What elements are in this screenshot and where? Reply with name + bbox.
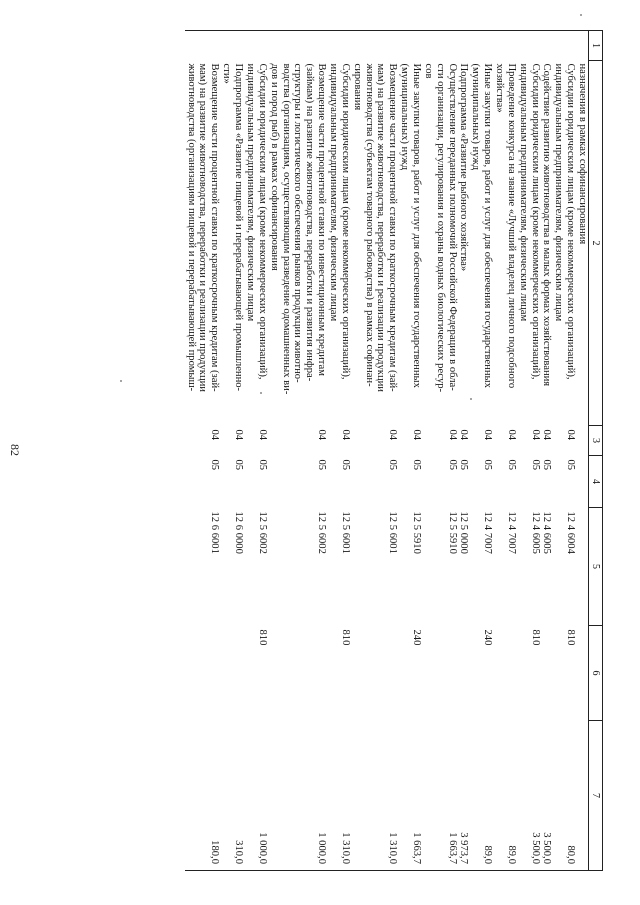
cell-amount [268,721,327,871]
table-row [576,31,588,871]
cell-col3 [576,426,588,456]
cell-description-line: сирования [351,63,363,111]
table-row [185,31,221,871]
table-row [552,31,576,871]
cell-amount-line: 1 310,0 [339,832,351,864]
cell-col5-line: 12 5 5910 [446,511,458,554]
cell-description-line: индивидуальным предпринимателям, физическим лицам [553,63,565,322]
cell-description-line: животноводства (субъектам товарного рыбоводства) в рамках софинан- [363,63,375,387]
scan-speck [470,398,472,400]
cell-amount [493,721,517,871]
cell-col3 [351,426,398,456]
cell-col5-line: 12 5 6001 [387,511,399,554]
cell-col4 [552,456,576,508]
cell-amount-line: 80,0 [565,845,577,864]
cell-col5 [351,508,398,626]
table-row [327,31,351,871]
cell-col6 [185,626,221,721]
cell-description-line: структуры и логистического обеспечения рынков продукции животно- [292,63,304,383]
cell-col1 [458,31,470,61]
cell-col6 [517,626,541,721]
table-row [458,31,470,871]
cell-description-line: сов [422,63,434,79]
cell-description [517,61,541,426]
cell-col5 [327,508,351,626]
cell-description-line: дов и пород рыб) в рамках софинансирования [268,63,280,271]
column-header: 6 [589,626,603,721]
cell-col1 [220,31,244,61]
table-row [493,31,517,871]
cell-amount-line: 3 973,7 [458,832,470,864]
cell-col3-line: 04 [446,429,458,441]
cell-col3-line: 04 [256,429,268,441]
cell-col6 [220,626,244,721]
cell-col4-line: 05 [541,459,553,471]
cell-col5-line: 12 4 7007 [505,511,517,554]
cell-col4 [493,456,517,508]
cell-col5-line: 12 5 5910 [410,511,422,554]
cell-col3-line: 04 [339,429,351,441]
column-header: 4 [589,456,603,508]
cell-col5 [469,508,493,626]
cell-description [185,61,221,426]
table-row [422,31,458,871]
cell-col6-line: 810 [339,629,351,646]
scan-speck [580,14,582,16]
cell-col3-line: 04 [529,429,541,441]
cell-amount-line: 3 500,0 [541,832,553,864]
budget-table [185,30,603,871]
cell-col5 [220,508,244,626]
cell-description-line: сти» [221,63,233,84]
cell-col3-line: 04 [209,429,221,441]
cell-col5 [458,508,470,626]
cell-amount [244,721,268,871]
table-row [398,31,422,871]
cell-col4 [517,456,541,508]
cell-description [422,61,458,426]
cell-col3-line: 04 [482,429,494,441]
cell-col5 [517,508,541,626]
cell-description-line: Субсидии юридическим лицам (кроме некоммерческих организаций), [565,63,577,380]
cell-col4-line: 05 [339,459,351,471]
cell-col3-line: 04 [541,429,553,441]
cell-amount [552,721,576,871]
cell-amount [422,721,458,871]
cell-col5 [422,508,458,626]
cell-description-line: (муниципальных) нужд [470,63,482,171]
cell-col6-line: 810 [256,629,268,646]
cell-col5 [244,508,268,626]
cell-col6-line: 810 [565,629,577,646]
cell-col6-line: 240 [482,629,494,646]
cell-col6 [422,626,458,721]
cell-description-line: индивидуальным предпринимателям, физическим лицам [327,63,339,322]
cell-col5-line: 12 4 7007 [482,511,494,554]
cell-description-line: Субсидии юридическим лицам (кроме некоммерческих организаций), [529,63,541,380]
cell-description [576,61,588,426]
cell-description-line: Иные закупки товаров, работ и услуг для обеспечения государственных [410,63,422,388]
cell-description-line: Возмещение части процентной ставки по инвестиционным кредитам [316,63,328,376]
cell-amount [185,721,221,871]
cell-col3 [469,426,493,456]
cell-description-line: Субсидии юридическим лицам (кроме некоммерческих организаций), [339,63,351,380]
page-number: 82 [8,444,22,456]
cell-col6 [398,626,422,721]
cell-description-line: (муниципальных) нужд [399,63,411,171]
cell-col4-line: 05 [316,459,328,471]
cell-col1 [244,31,268,61]
cell-col3-line: 04 [233,429,245,441]
cell-amount-line: 1 663,7 [410,832,422,864]
cell-col5-line: 12 6 6001 [209,511,221,554]
cell-col4 [220,456,244,508]
table-row [220,31,244,871]
table-row [517,31,541,871]
cell-col4-line: 05 [387,459,399,471]
cell-col5 [552,508,576,626]
cell-description-line: Иные закупки товаров, работ и услуг для обеспечения государственных [482,63,494,388]
cell-col3 [458,426,470,456]
cell-col4 [576,456,588,508]
cell-description-line: (займам) на развитие животноводства, переработки и развития инфра- [304,63,316,382]
cell-col1 [268,31,327,61]
cell-col4 [469,456,493,508]
cell-col1 [469,31,493,61]
cell-description-line: Подпрограмма «Развитие пищевой и перерабатывающей промышленно- [233,63,245,392]
cell-col1 [576,31,588,61]
cell-description-line: водства (организациям, осуществляющим разведение одомашненных ви- [280,63,292,395]
cell-description [220,61,244,426]
cell-amount-line: 1 000,0 [256,832,268,864]
scan-speck [120,380,122,382]
cell-col3-line: 04 [410,429,422,441]
cell-col1 [541,31,553,61]
cell-col5 [268,508,327,626]
cell-col6 [351,626,398,721]
cell-description-line: индивидуальным предпринимателям, физическим лицам [244,63,256,322]
cell-col5 [185,508,221,626]
cell-col3 [268,426,327,456]
cell-col4-line: 05 [233,459,245,471]
cell-col4 [458,456,470,508]
cell-col6 [458,626,470,721]
cell-col3 [327,426,351,456]
cell-description-line: Осуществление переданных полномочий Российской Федерации в обла- [446,63,458,391]
cell-description [351,61,398,426]
cell-col4-line: 05 [458,459,470,471]
cell-col4 [351,456,398,508]
cell-description [327,61,351,426]
cell-amount-line: 1 000,0 [316,832,328,864]
cell-description-line: Возмещение части процентной ставки по краткосрочным кредитам (зай- [209,63,221,392]
cell-amount-line: 3 500,0 [529,832,541,864]
cell-description-line: индивидуальным предпринимателям, физическим лицам [517,63,529,322]
table-row [268,31,327,871]
cell-description-line: хозяйства» [493,63,505,113]
cell-col5 [398,508,422,626]
cell-description [493,61,517,426]
cell-amount [541,721,553,871]
cell-description [458,61,470,426]
cell-col1 [185,31,221,61]
cell-col5-line: 12 6 0000 [233,511,245,554]
cell-col4 [398,456,422,508]
cell-col4-line: 05 [529,459,541,471]
cell-col5 [493,508,517,626]
cell-col5 [576,508,588,626]
cell-col5-line: 12 4 6004 [565,511,577,554]
cell-col5-line: 12 5 6002 [256,511,268,554]
cell-col3 [517,426,541,456]
cell-description [469,61,493,426]
cell-col1 [327,31,351,61]
cell-col4-line: 05 [410,459,422,471]
cell-col6 [327,626,351,721]
cell-description-line: Содействие развитию животноводства в малых формах хозяйствования [541,63,553,387]
cell-col6 [268,626,327,721]
cell-col4-line: 05 [209,459,221,471]
cell-col3 [541,426,553,456]
cell-col6 [469,626,493,721]
cell-col4 [185,456,221,508]
cell-description [552,61,576,426]
cell-amount [517,721,541,871]
cell-col4 [244,456,268,508]
cell-col4-line: 05 [565,459,577,471]
cell-description [541,61,553,426]
cell-col1 [493,31,517,61]
cell-col5-line: 12 5 6001 [339,511,351,554]
cell-col6 [244,626,268,721]
cell-description-line: сти организации, регулирования и охраны водных биологических ресур- [434,63,446,393]
cell-col3-line: 04 [316,429,328,441]
column-header: 1 [589,31,603,61]
table-row [541,31,553,871]
cell-col5 [541,508,553,626]
cell-amount [398,721,422,871]
cell-col3-line: 04 [387,429,399,441]
cell-amount-line: 180,0 [209,840,221,864]
cell-amount-line: 89,0 [482,845,494,864]
cell-col4 [327,456,351,508]
cell-col6 [552,626,576,721]
cell-amount [351,721,398,871]
cell-col4-line: 05 [482,459,494,471]
cell-col1 [398,31,422,61]
cell-description-line: мам) на развитие животноводства, переработки и реализации продукции [375,63,387,392]
cell-col1 [517,31,541,61]
cell-amount-line: 89,0 [505,845,517,864]
cell-col1 [422,31,458,61]
cell-description-line: Подпрограмма «Развитие рыбного хозяйства» [458,63,470,272]
cell-col1 [351,31,398,61]
cell-col3-line: 04 [505,429,517,441]
cell-description-line: назначения в рамках софинансирования [577,63,588,245]
cell-amount-line: 1 310,0 [387,832,399,864]
cell-col6 [541,626,553,721]
cell-col1 [552,31,576,61]
cell-amount-line: 1 663,7 [446,832,458,864]
column-header: 2 [589,61,603,426]
cell-col5-line: 12 5 0000 [458,511,470,554]
cell-description-line: мам) на развитие животноводства, переработки и реализации продукции [197,63,209,392]
cell-col6 [576,626,588,721]
cell-col3 [220,426,244,456]
cell-col6-line: 240 [410,629,422,646]
cell-col4 [268,456,327,508]
cell-amount [576,721,588,871]
cell-col6 [493,626,517,721]
budget-table-sheet [95,30,603,870]
table-row [469,31,493,871]
table-row [351,31,398,871]
cell-col5-line: 12 4 6005 [541,511,553,554]
column-header: 3 [589,426,603,456]
cell-col6-line: 810 [529,629,541,646]
cell-description-line: Возмещение части процентной ставки по краткосрочным кредитам (зай- [387,63,399,392]
cell-amount [458,721,470,871]
cell-col5-line: 12 4 6005 [529,511,541,554]
cell-col3 [493,426,517,456]
header-row [589,31,603,871]
cell-col4 [541,456,553,508]
cell-col3-line: 04 [565,429,577,441]
cell-col3 [244,426,268,456]
cell-description [244,61,268,426]
column-header: 7 [589,721,603,871]
cell-description [398,61,422,426]
column-header: 5 [589,508,603,626]
cell-col4-line: 05 [256,459,268,471]
cell-description-line: животноводства (организациям пищевой и перерабатывающей промыш- [185,63,197,392]
cell-col3 [185,426,221,456]
cell-description-line: Субсидии юридическим лицам (кроме некоммерческих организаций), [256,63,268,380]
cell-amount-line: 310,0 [233,840,245,864]
cell-col3 [398,426,422,456]
cell-col4-line: 05 [446,459,458,471]
cell-col5-line: 12 5 6002 [316,511,328,554]
table-row [244,31,268,871]
cell-description [268,61,327,426]
cell-amount [469,721,493,871]
cell-col4-line: 05 [505,459,517,471]
cell-col3-line: 04 [458,429,470,441]
cell-col3 [552,426,576,456]
cell-col3 [422,426,458,456]
cell-description-line: Проведение конкурса на звание «Лучший владелец личного подсобного [505,63,517,389]
cell-amount [220,721,244,871]
cell-amount [327,721,351,871]
scan-speck [260,392,262,394]
cell-col4 [422,456,458,508]
